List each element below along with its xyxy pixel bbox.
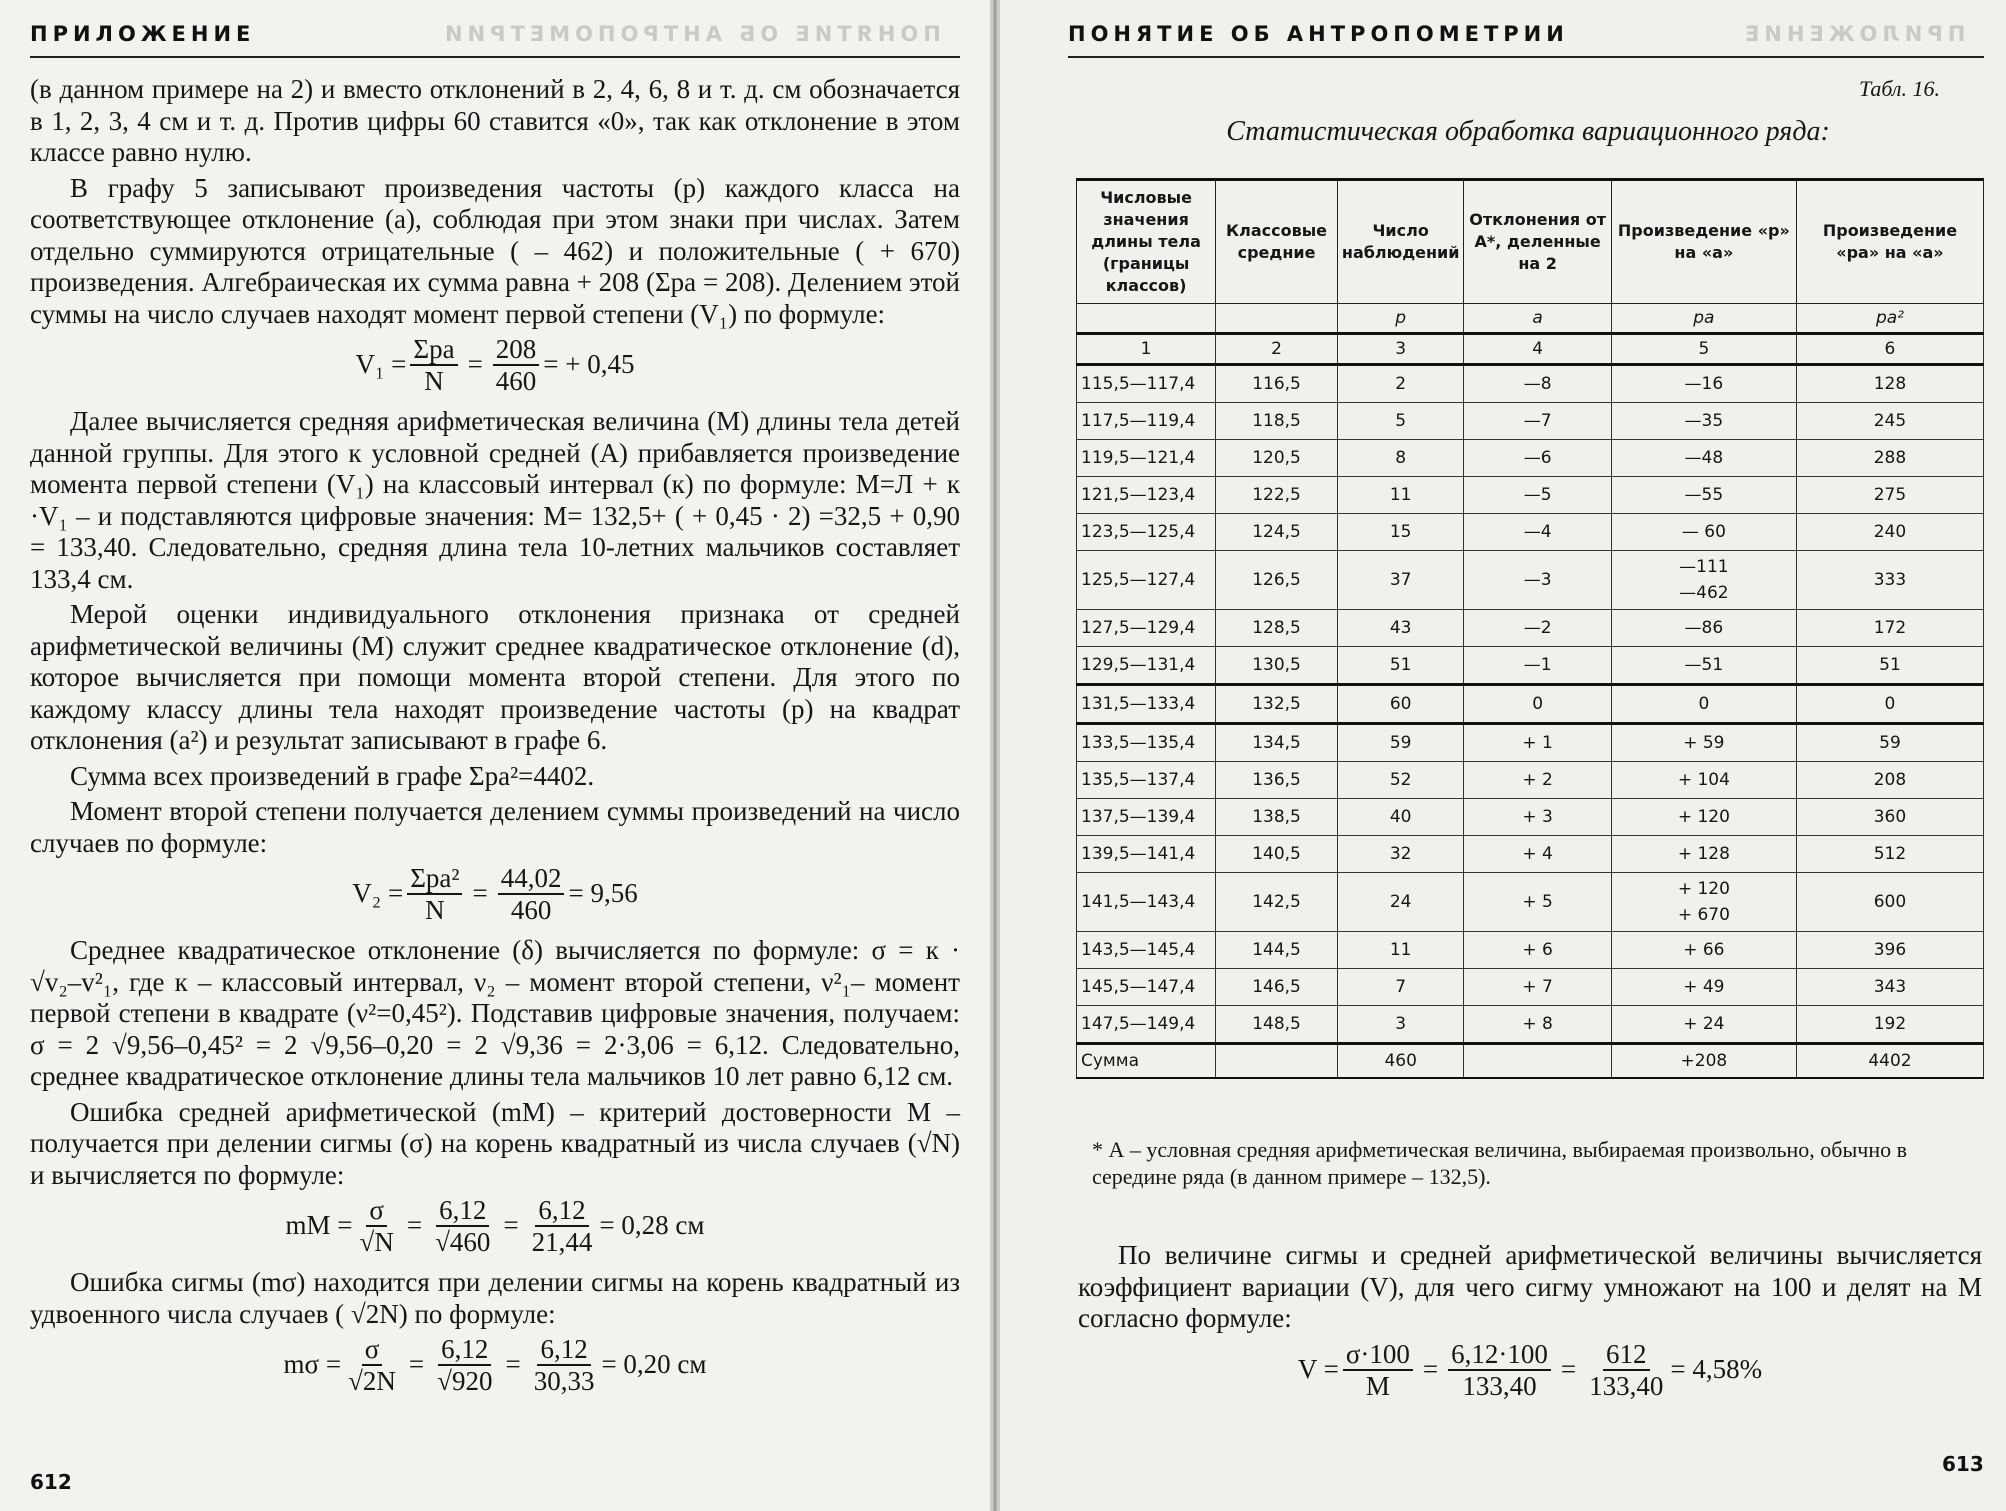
table-cell: 0 (1464, 685, 1611, 724)
table-cell: 333 (1796, 551, 1983, 610)
table-cell: 3 (1337, 334, 1464, 365)
table-cell: 15 (1337, 514, 1464, 551)
table-cell: 118,5 (1216, 403, 1338, 440)
table-cell: 4 (1464, 334, 1611, 365)
table-cell: 51 (1337, 647, 1464, 685)
formula-lhs: V = (1297, 1353, 1339, 1384)
bleed-through-head: ПРИЛОЖЕНИЕ (1740, 22, 1966, 46)
table-cell: 127,5—129,4 (1077, 610, 1216, 647)
table-row (1077, 969, 1984, 1006)
table-cell: 172 (1796, 610, 1983, 647)
table-row (1077, 477, 1984, 514)
header-rule (1068, 56, 1984, 58)
table-cell: —1 (1464, 647, 1611, 685)
formula-v2: V₂ = $\frac{\text{Σpa²}}{N}$ = $\frac{44,02}{460}$ = 9,56 (352, 863, 638, 925)
table-cell: 5 (1337, 403, 1464, 440)
table-cell: 3 (1337, 1006, 1464, 1044)
table-cell: 343 (1796, 969, 1983, 1006)
table-cell: 37 (1337, 551, 1464, 610)
paragraph: Ошибка средней арифметической (mM) – критерий достоверности М – получается при делении сигмы (σ) на корень квадратный из числа случаев (√N) и вычисляется по формуле: (30, 1096, 960, 1190)
table-cell: + 128 (1611, 836, 1796, 873)
table-cell: 245 (1796, 403, 1983, 440)
right-page (1000, 0, 2006, 1511)
table-cell: + 5 (1464, 873, 1611, 932)
fraction: $\frac{\sigma}{√N}$ (359, 1195, 394, 1257)
table-cell: 1 (1077, 334, 1216, 365)
table-cell: 4402 (1796, 1044, 1983, 1079)
table-cell: + 8 (1464, 1006, 1611, 1044)
table-row (1077, 440, 1984, 477)
table-cell: 136,5 (1216, 762, 1338, 799)
table-cell: 59 (1337, 724, 1464, 762)
table-cell: 208 (1796, 762, 1983, 799)
table-footnote: * А – условная средняя арифметическая величина, выбираемая произвольно, обычно в середине ряда (в данном примере – 132,5). (1092, 1137, 1908, 1189)
paragraph: Мерой оценки индивидуального отклонения признака от средней арифметической величины (М) служит среднее квадратическое отклонение (d), которое вычисляется при помощи момента второй степени. Для этого по каждому классу длины тела находят произведение частоты (р) на квадрат отклонения (а²) и результат записывают в графе 6. (30, 599, 960, 755)
table-cell: + 2 (1464, 762, 1611, 799)
table-cell: 148,5 (1216, 1006, 1338, 1044)
paragraph: Сумма всех произведений в графе Σра²=4402. (70, 760, 595, 791)
table-cell: 6 (1796, 334, 1983, 365)
table-cell: 11 (1337, 932, 1464, 969)
table-cell: 122,5 (1216, 477, 1338, 514)
table-row (1077, 724, 1984, 762)
table-cell: 2 (1337, 365, 1464, 403)
table-row (1077, 762, 1984, 799)
table-cell: 130,5 (1216, 647, 1338, 685)
table-cell: 192 (1796, 1006, 1983, 1044)
paragraph: Среднее квадратическое отклонение (δ) вычисляется по формуле: σ = к · √v₂–v²₁, где к – классовый интервал, ν₂ – момент второй степени, ν²₁– момент первой степени в квадрате (ν²=0,45²). Подставив цифровые значения, получаем: σ = 2 √9,56–0,45² = 2 √9,56–0,20 = 2 √9,36 = 2·3,06 = 6,12. Следовательно, среднее квадратическое отклонение длины тела мальчиков 10 лет равно 6,12 см. (30, 935, 960, 1091)
symbol-row (1077, 304, 1984, 334)
table-cell: 132,5 (1216, 685, 1338, 724)
table-cell: 133,5—135,4 (1077, 724, 1216, 762)
formula-rhs: = 9,56 (568, 878, 638, 909)
table-row (1077, 873, 1984, 932)
table-cell: 143,5—145,4 (1077, 932, 1216, 969)
table-cell: 5 (1611, 334, 1796, 365)
table-row (1077, 932, 1984, 969)
table-row (1077, 403, 1984, 440)
table-cell: 11 (1337, 477, 1464, 514)
table-cell: 146,5 (1216, 969, 1338, 1006)
bleed-through-head: ПОНЯТИЕ ОБ АНТРОПОМЕТРИИ (440, 22, 941, 46)
formula-lhs: mM = (285, 1210, 353, 1241)
formula-rhs: = 0,28 см (599, 1210, 705, 1241)
formula-lhs: mσ = (283, 1349, 342, 1380)
table-cell: 120,5 (1216, 440, 1338, 477)
table-row (1077, 799, 1984, 836)
table-cell: Сумма (1077, 1044, 1216, 1079)
table-cell: —16 (1611, 365, 1796, 403)
table-cell: 134,5 (1216, 724, 1338, 762)
table-cell: 121,5—123,4 (1077, 477, 1216, 514)
paragraph: По величине сигмы и средней арифметической величины вычисляется коэффициент вариации (V), для чего сигму умножают на 100 и делят на М согласно формуле: (1078, 1240, 1982, 1333)
table-cell: 139,5—141,4 (1077, 836, 1216, 873)
fraction: $\frac{\sigma}{√2N}$ (348, 1334, 396, 1396)
table-cell: + 4 (1464, 836, 1611, 873)
column-header: Классовые средние (1216, 180, 1338, 304)
right-body (1078, 1240, 1982, 1411)
table-cell: +208 (1611, 1044, 1796, 1079)
table-row (1077, 836, 1984, 873)
fraction: $\frac{6,12}{√460}$ (435, 1195, 491, 1257)
table-cell: 240 (1796, 514, 1983, 551)
table-cell: 116,5 (1216, 365, 1338, 403)
paragraph: Момент второй степени получается делением суммы произведений на число случаев по формуле: (30, 796, 960, 858)
table-cell (1216, 304, 1338, 334)
table-title: Статистическая обработка вариационного ряда: (1226, 116, 1830, 147)
table-cell: pa (1611, 304, 1796, 334)
paragraph: Ошибка сигмы (mσ) находится при делении сигмы на корень квадратный из удвоенного числа случаев ( √2N) по формуле: (30, 1267, 960, 1329)
fraction: $\frac{612}{133,40}$ (1589, 1338, 1664, 1401)
negative-subtotal: —462 (1679, 583, 1729, 603)
table-cell: a (1464, 304, 1611, 334)
table-cell: + 120 (1611, 799, 1796, 836)
fraction: $\frac{6,12}{30,33}$ (533, 1334, 595, 1396)
fraction: $\frac{\text{Σpa}}{N}$ (410, 334, 457, 396)
table-cell: 0 (1796, 685, 1983, 724)
table-cell: 135,5—137,4 (1077, 762, 1216, 799)
table-label: Табл. 16. (1858, 76, 1940, 101)
left-page (0, 0, 990, 1511)
running-head: ПРИЛОЖЕНИЕ (30, 22, 256, 46)
column-header: Произведение «р» на «а» (1611, 180, 1796, 304)
table-cell: 275 (1796, 477, 1983, 514)
table-cell: —55 (1611, 477, 1796, 514)
formula-rhs: = 4,58% (1670, 1353, 1763, 1384)
table-cell: 147,5—149,4 (1077, 1006, 1216, 1044)
formula-v1: V₁ = $\frac{\text{Σpa}}{N}$ = $\frac{208}{460}$ = + 0,45 (355, 334, 635, 396)
table-header-row (1077, 180, 1984, 304)
table-cell: 512 (1796, 836, 1983, 873)
table-cell: —86 (1611, 610, 1796, 647)
table-cell: 32 (1337, 836, 1464, 873)
column-header: Произведение «ра» на «а» (1796, 180, 1983, 304)
formula-lhs: V₁ = (355, 349, 407, 380)
fraction: $\frac{44,02}{460}$ (498, 863, 565, 925)
fraction: $\frac{6,12\cdot 100}{133,40}$ (1448, 1339, 1551, 1401)
table-cell: —4 (1464, 514, 1611, 551)
table-cell: 129,5—131,4 (1077, 647, 1216, 685)
column-header: Числовые значения длины тела (границы классов) (1077, 180, 1216, 304)
paragraph: (в данном примере на 2) и вместо отклонений в 2, 4, 6, 8 и т. д. см обозначается в 1, 2, 3, 4 см и т. д. Против цифры 60 ставится «0», так как отклонение в этом классе равно нулю. (30, 74, 960, 167)
table-cell: —2 (1464, 610, 1611, 647)
table-cell: 288 (1796, 440, 1983, 477)
table-cell: 123,5—125,4 (1077, 514, 1216, 551)
formula-rhs: = 0,20 см (601, 1349, 707, 1380)
table-cell: 24 (1337, 873, 1464, 932)
header-rule (30, 56, 960, 58)
paragraph: Далее вычисляется средняя арифметическая величина (М) длины тела детей данной группы. Для этого к условной средней (А) прибавляется произведение момента первой степени (V₁) на классовый интервал (к) по формуле: М=Л + к ·V₁ – и подставляются цифровые значения: М= 132,5+ ( + 0,45 · 2) =32,5 + 0,90 = 133,40. Следовательно, средняя длина тела 10-летних мальчиков составляет 133,4 см. (30, 406, 960, 594)
table-cell: p (1337, 304, 1464, 334)
table-cell: 360 (1796, 799, 1983, 836)
table-row (1077, 551, 1984, 610)
page-number: 612 (30, 1470, 72, 1494)
table-cell: + 104 (1611, 762, 1796, 799)
formula-msigma: mσ = $\frac{\sigma}{√2N}$ = $\frac{6,12}{√920}$ = $\frac{6,12}{30,33}$ = 0,20 см (283, 1334, 707, 1396)
table-cell: —35 (1611, 403, 1796, 440)
table-cell: —7 (1464, 403, 1611, 440)
table-cell: —6 (1464, 440, 1611, 477)
table-cell: 128,5 (1216, 610, 1338, 647)
table-cell (1611, 551, 1796, 610)
table-cell: + 6 (1464, 932, 1611, 969)
table-cell: —3 (1464, 551, 1611, 610)
table-cell: 137,5—139,4 (1077, 799, 1216, 836)
fraction: $\frac{6,12}{√920}$ (437, 1334, 493, 1396)
table-cell: 119,5—121,4 (1077, 440, 1216, 477)
table-cell: 131,5—133,4 (1077, 685, 1216, 724)
fraction: $\frac{208}{460}$ (493, 334, 540, 396)
table-cell: —8 (1464, 365, 1611, 403)
sum-row (1077, 1044, 1984, 1079)
table-cell: 141,5—143,4 (1077, 873, 1216, 932)
table-cell: 144,5 (1216, 932, 1338, 969)
positive-subtotal: + 670 (1677, 905, 1730, 925)
table-cell: 126,5 (1216, 551, 1338, 610)
table-cell: 51 (1796, 647, 1983, 685)
table-cell: 145,5—147,4 (1077, 969, 1216, 1006)
column-header: Число наблюдений (1337, 180, 1464, 304)
table-cell (1216, 1044, 1338, 1079)
left-body (30, 74, 960, 1406)
column-number-row (1077, 334, 1984, 365)
table-row (1077, 647, 1984, 685)
running-head: ПОНЯТИЕ ОБ АНТРОПОМЕТРИИ (1068, 22, 1569, 46)
formula-variation: V = $\frac{\sigma\cdot 100}{M}$ = $\frac{6,12\cdot 100}{133,40}$ = $\frac{612}{133,40}$ = 4,58% (1297, 1338, 1763, 1401)
table-cell: + 1 (1464, 724, 1611, 762)
table-cell: + 7 (1464, 969, 1611, 1006)
table-cell: + 66 (1611, 932, 1796, 969)
table-cell (1611, 873, 1796, 932)
fraction: $\frac{\text{Σpa²}}{N}$ (407, 863, 462, 925)
table-cell (1464, 1044, 1611, 1079)
formula-lhs: V₂ = (352, 878, 404, 909)
statistics-table (1076, 178, 1984, 1079)
table-cell: 52 (1337, 762, 1464, 799)
table-cell: 128 (1796, 365, 1983, 403)
table-cell: 117,5—119,4 (1077, 403, 1216, 440)
table-cell: 125,5—127,4 (1077, 551, 1216, 610)
formula-mm: mM = $\frac{\sigma}{√N}$ = $\frac{6,12}{√460}$ = $\frac{6,12}{21,44}$ = 0,28 см (285, 1195, 705, 1257)
table-cell: + 24 (1611, 1006, 1796, 1044)
table-cell: —5 (1464, 477, 1611, 514)
table-cell: 59 (1796, 724, 1983, 762)
table-cell: 600 (1796, 873, 1983, 932)
table-cell: 460 (1337, 1044, 1464, 1079)
table-row (1077, 1006, 1984, 1044)
page-number: 613 (1942, 1452, 1984, 1476)
table-row (1077, 514, 1984, 551)
table-cell: + 49 (1611, 969, 1796, 1006)
table-cell: 396 (1796, 932, 1983, 969)
table-cell: 138,5 (1216, 799, 1338, 836)
table-cell: —51 (1611, 647, 1796, 685)
table-cell: 140,5 (1216, 836, 1338, 873)
table-cell: 60 (1337, 685, 1464, 724)
table-cell: 43 (1337, 610, 1464, 647)
fraction: $\frac{\sigma\cdot 100}{M}$ (1343, 1339, 1413, 1401)
table-cell: 8 (1337, 440, 1464, 477)
table-row (1077, 610, 1984, 647)
fraction: $\frac{6,12}{21,44}$ (531, 1195, 593, 1257)
table-cell: 2 (1216, 334, 1338, 365)
paragraph: В графу 5 записывают произведения частоты (р) каждого класса на соответствующее отклонение (а), соблюдая при этом знаки при числах. Затем отдельно суммируются отрицательные ( – 462) и положительные ( + 670) произведения. Алгебраическая их сумма равна + 208 (Σра = 208). Делением этой суммы на число случаев находят момент первой степени (V₁) по формуле: (30, 172, 960, 329)
table-cell-value: + 120 (1677, 879, 1730, 899)
table-cell-value: —111 (1679, 557, 1729, 577)
table-cell: —48 (1611, 440, 1796, 477)
table-cell: 40 (1337, 799, 1464, 836)
formula-rhs: = + 0,45 (543, 349, 635, 380)
table-cell (1077, 304, 1216, 334)
table-cell: + 59 (1611, 724, 1796, 762)
table-cell: — 60 (1611, 514, 1796, 551)
table-row (1077, 685, 1984, 724)
table-cell: 0 (1611, 685, 1796, 724)
table-cell: 142,5 (1216, 873, 1338, 932)
table-cell: 124,5 (1216, 514, 1338, 551)
table-cell: + 3 (1464, 799, 1611, 836)
column-header: Отклонения от А*, деленные на 2 (1464, 180, 1611, 304)
table-cell: pa² (1796, 304, 1983, 334)
table-cell: 115,5—117,4 (1077, 365, 1216, 403)
table-cell: 7 (1337, 969, 1464, 1006)
table-row (1077, 365, 1984, 403)
